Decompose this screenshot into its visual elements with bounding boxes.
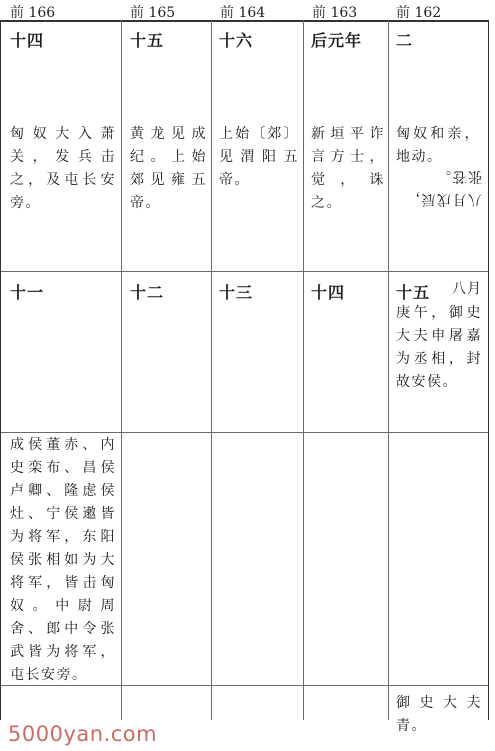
event-r3-c1: 成侯董赤、内史栾布、昌侯卢卿、隆虑侯灶、宁侯遫皆为将军，东阳侯张相如为大将军，皆击匈奴。中尉周舍、郎中令张武皆为将军，屯长安旁。 [10,437,116,683]
row-divider-1 [0,271,489,272]
event-r1-c4: 新垣平诈言方士，觉，诛之。 [311,126,385,211]
reign-year-r2-c2: 十二 [130,283,165,302]
inverted-note-r1-c5: 八月戊辰， 张苍。 [404,168,482,207]
col-divider-2 [211,20,212,720]
reign-year-r2-c4: 十四 [311,283,346,302]
event-r1-c1: 匈奴大入萧关，发兵击之，及屯长安旁。 [10,126,116,211]
reign-year-r2-c1: 十一 [10,283,45,302]
reign-year-r1-c4: 后元年 [311,31,363,50]
reign-year-r1-c5: 二 [396,31,414,50]
year-label-162: 前 162 [396,5,442,21]
reign-year-r2-c5: 十五 [396,283,431,302]
event-r1-c5: 匈奴和亲，地动。 [396,126,480,165]
reign-year-r1-c1: 十四 [10,31,45,50]
reign-year-r1-c2: 十五 [130,31,165,50]
event-r4-c5: 御史大夫青。 [396,695,482,734]
year-label-164: 前 164 [220,5,266,21]
year-label-163: 前 163 [312,5,358,21]
table-top-rule [0,20,489,22]
table-right-rule [488,20,489,720]
table-left-rule [0,20,1,720]
col-divider-4 [388,20,389,720]
event-r2-c5: 庚午，御史大夫申屠嘉为丞相，封故安侯。 [396,305,482,390]
event-r1-c3: 上始〔郊〕见渭阳五帝。 [219,126,299,188]
event-r2-c5-month: 八月 [452,281,482,297]
event-r1-c2: 黄龙见成纪。上始郊见雍五帝。 [130,126,207,211]
col-divider-3 [303,20,304,720]
year-label-166: 前 166 [10,5,56,21]
reign-year-r1-c3: 十六 [219,31,254,50]
row-divider-2 [0,432,489,433]
site-watermark: 5000yan.com [8,722,158,746]
reign-year-r2-c3: 十三 [219,283,254,302]
year-header-row [0,0,495,22]
year-label-165: 前 165 [130,5,176,21]
col-divider-1 [121,20,122,720]
